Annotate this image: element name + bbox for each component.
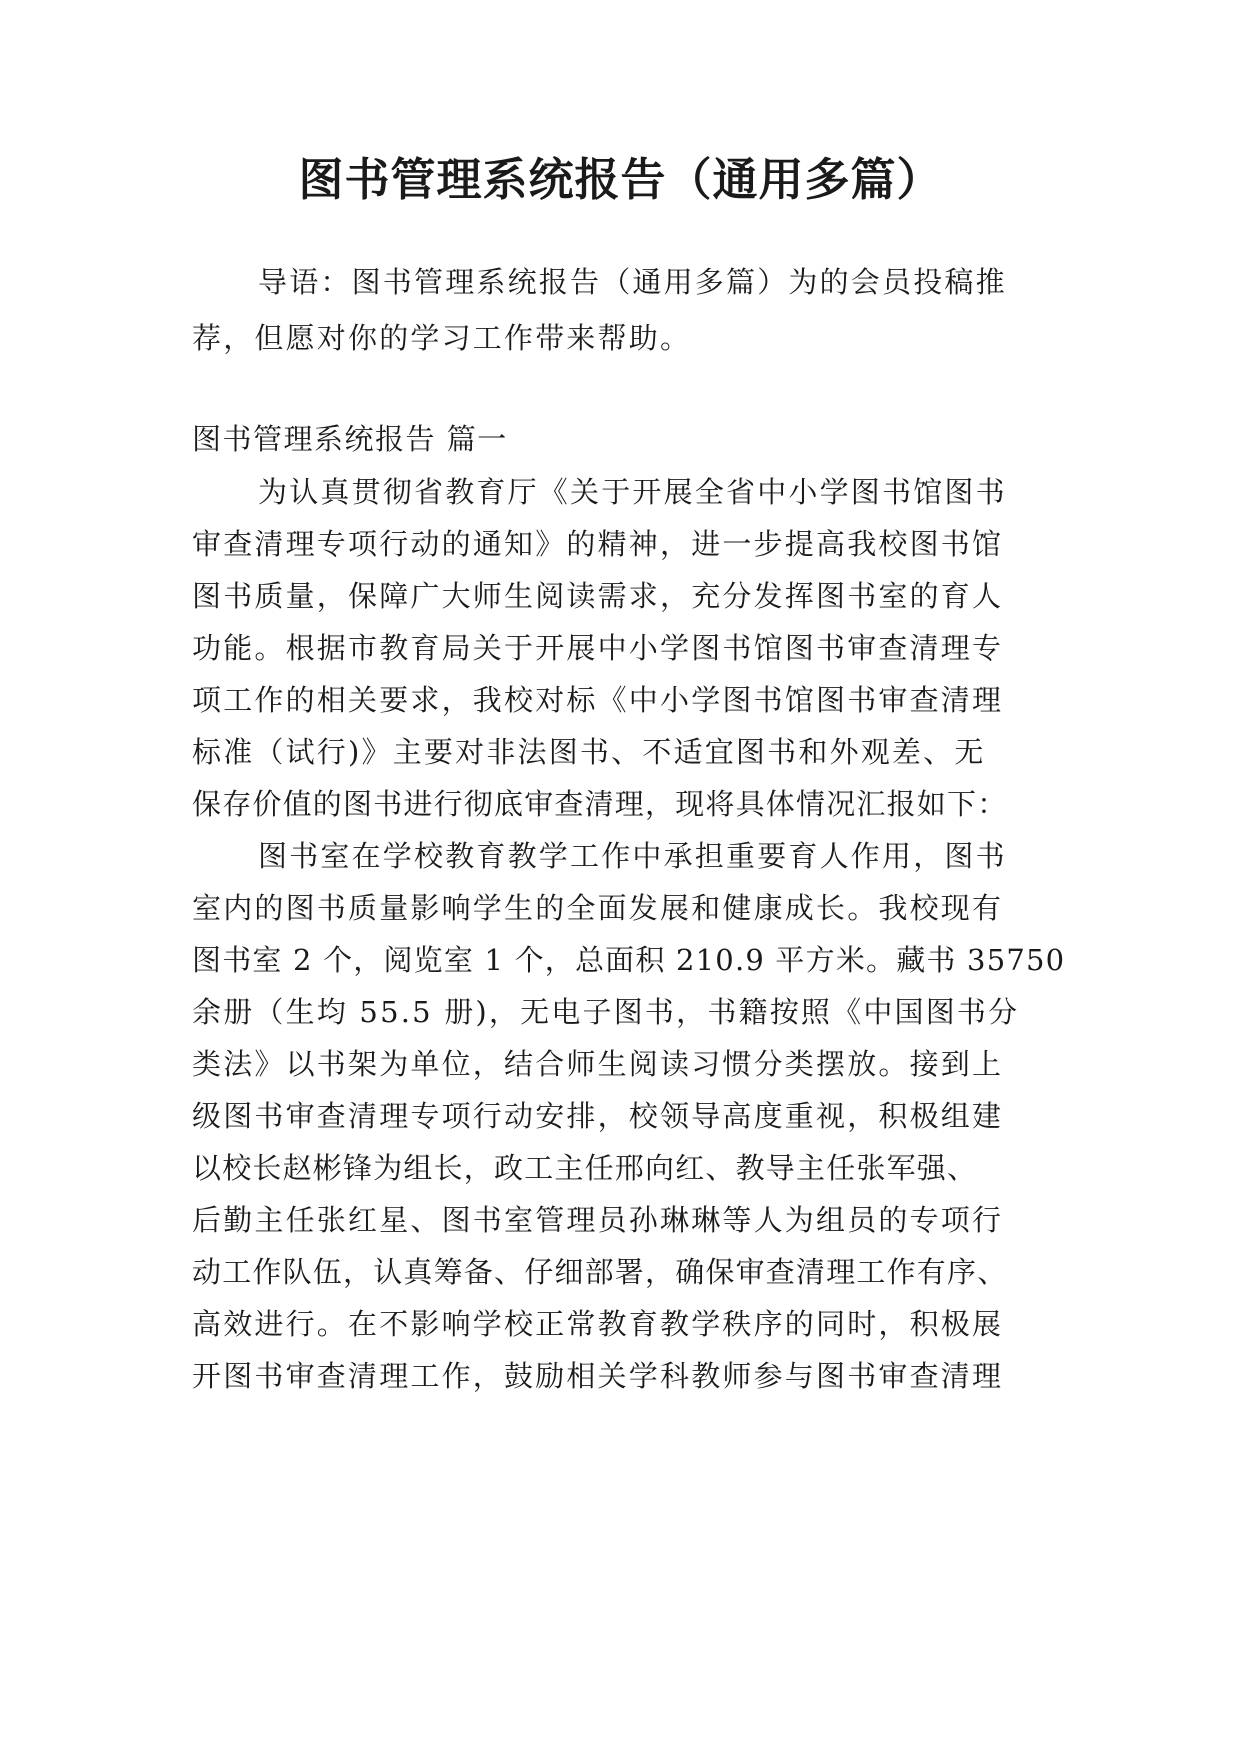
body-line: 审查清理专项行动的通知》的精神，进一步提高我校图书馆	[192, 527, 1004, 561]
body-line: 功能。根据市教育局关于开展中小学图书馆图书审查清理专	[192, 631, 1004, 665]
body-line: 图书室 2 个，阅览室 1 个，总面积 210.9 平方米。藏书 35750	[192, 943, 1066, 977]
body-line: 项工作的相关要求，我校对标《中小学图书馆图书审查清理	[192, 683, 1004, 717]
body-line: 保存价值的图书进行彻底审查清理，现将具体情况汇报如下：	[192, 787, 1008, 821]
body-line: 图书室在学校教育教学工作中承担重要育人作用，图书	[258, 839, 1007, 873]
intro-line-1: 导语：图书管理系统报告（通用多篇）为的会员投稿推	[258, 265, 1007, 299]
document-title: 图书管理系统报告（通用多篇）	[298, 153, 943, 206]
body-line: 高效进行。在不影响学校正常教育教学秩序的同时，积极展	[192, 1307, 1004, 1341]
body-line: 后勤主任张红星、图书室管理员孙琳琳等人为组员的专项行	[192, 1203, 1004, 1237]
body-line: 余册（生均 55.5 册)，无电子图书，书籍按照《中国图书分	[192, 995, 1020, 1029]
section-heading: 图书管理系统报告 篇一	[192, 422, 508, 456]
body-line: 动工作队伍，认真筹备、仔细部署，确保审查清理工作有序、	[192, 1255, 1008, 1289]
body-line: 标准（试行)》主要对非法图书、不适宜图书和外观差、无	[192, 735, 986, 769]
body-line: 开图书审查清理工作，鼓励相关学科教师参与图书审查清理	[192, 1359, 1004, 1393]
intro-line-2: 荐，但愿对你的学习工作带来帮助。	[192, 321, 692, 355]
body-line: 级图书审查清理专项行动安排，校领导高度重视，积极组建	[192, 1099, 1004, 1133]
body-line: 为认真贯彻省教育厅《关于开展全省中小学图书馆图书	[258, 475, 1007, 509]
body-line: 类法》以书架为单位，结合师生阅读习惯分类摆放。接到上	[192, 1047, 1004, 1081]
body-line: 图书质量，保障广大师生阅读需求，充分发挥图书室的育人	[192, 579, 1004, 613]
body-line: 以校长赵彬锋为组长，政工主任邢向红、教导主任张军强、	[192, 1151, 978, 1185]
body-line: 室内的图书质量影响学生的全面发展和健康成长。我校现有	[192, 891, 1004, 925]
